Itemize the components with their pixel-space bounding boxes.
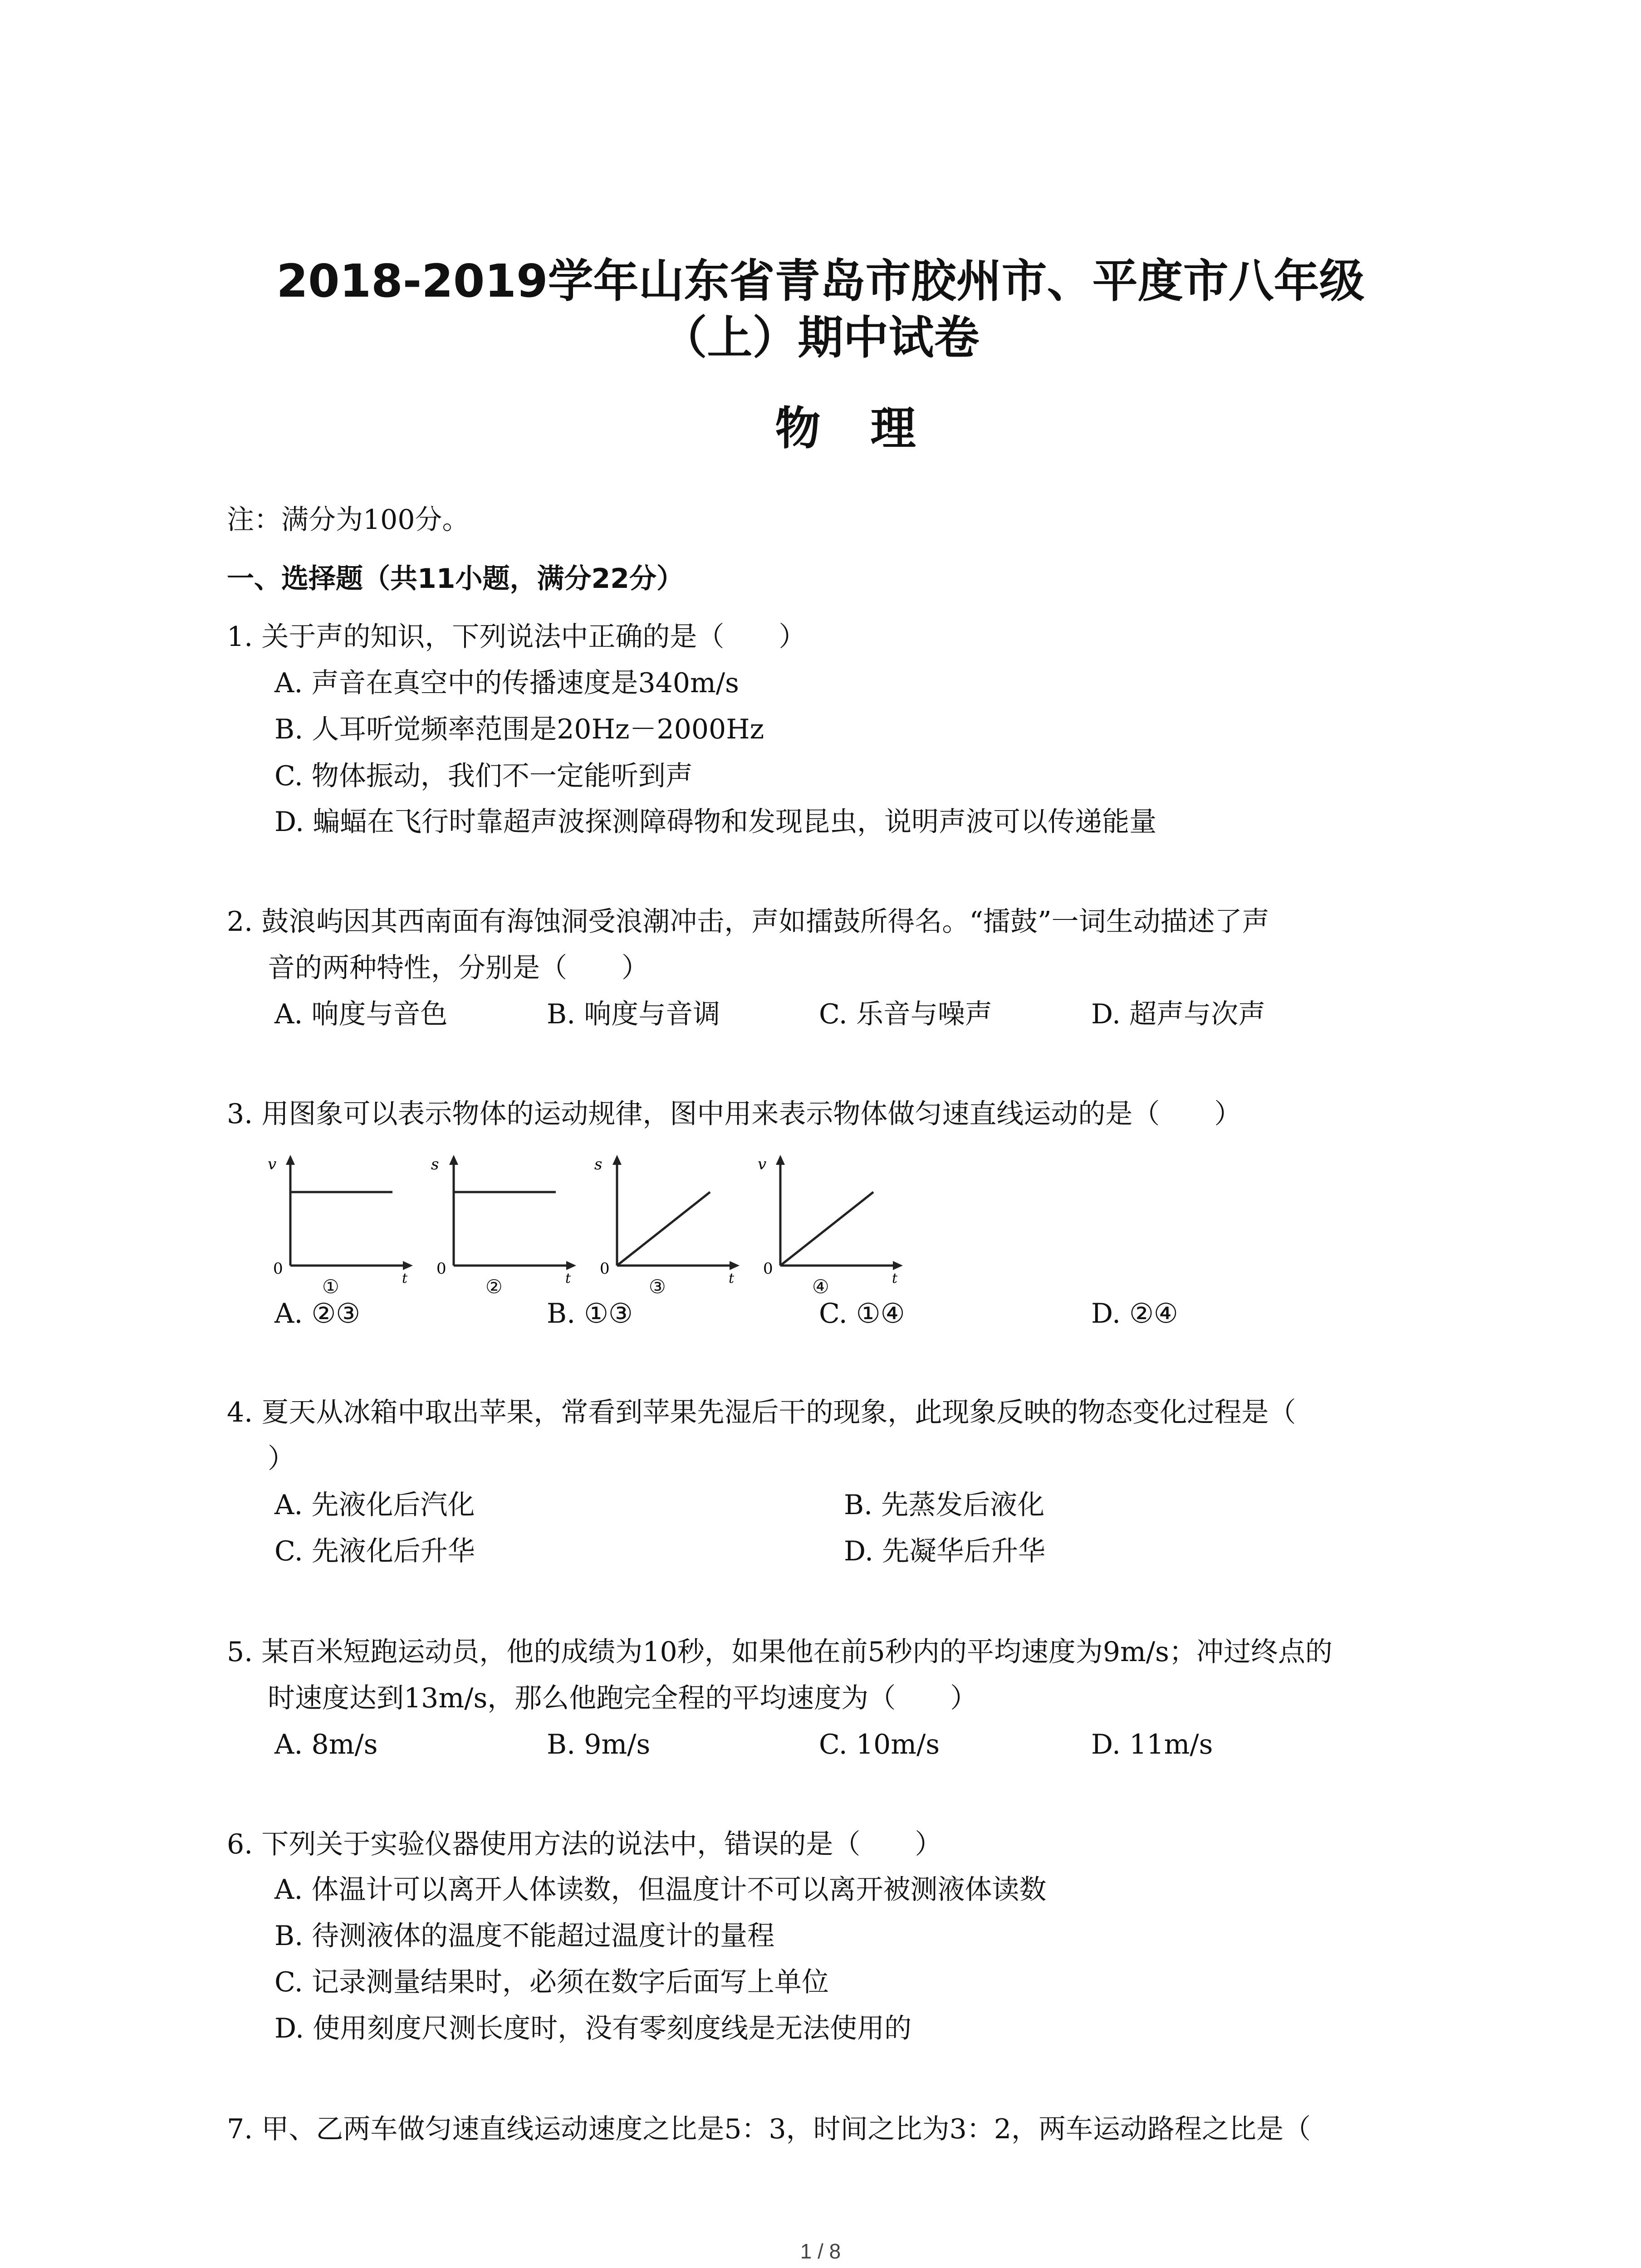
question-stem: 2. 鼓浪屿因其西南面有海蚀洞受浪潮冲击，声如擂鼓所得名。“擂鼓”一词生动描述了声: [227, 906, 1269, 938]
question-stem: 5. 某百米短跑运动员，他的成绩为10秒，如果他在前5秒内的平均速度为9m/s；冲过终点的: [227, 1636, 1332, 1668]
option-b: B. 人耳听觉频率范围是20Hz－2000Hz: [274, 714, 764, 745]
x-axis-label: t: [402, 1271, 408, 1284]
x-axis-label: t: [565, 1271, 571, 1284]
option-d: D. 超声与次声: [1091, 998, 1266, 1030]
title-line-2: （上）期中试卷: [661, 311, 980, 364]
title-line-1: 2018-2019学年山东省青岛市胶州市、平度市八年级: [276, 254, 1365, 308]
option-a: A. 8m/s: [274, 1729, 378, 1760]
option-c: C. ①④: [819, 1298, 905, 1330]
option-b: B. 9m/s: [547, 1729, 651, 1760]
graph-number: ②: [485, 1276, 503, 1298]
question-stem-continued: 音的两种特性，分别是（ ）: [268, 952, 649, 984]
origin-label: 0: [763, 1260, 773, 1278]
option-d: D. 先凝华后升华: [844, 1535, 1046, 1567]
option-a: A. 响度与音色: [274, 998, 448, 1030]
y-axis-label: s: [594, 1155, 603, 1173]
option-c: C. 乐音与噪声: [819, 998, 992, 1030]
origin-label: 0: [436, 1260, 446, 1278]
motion-graph-1: [254, 1148, 417, 1298]
graph-number: ④: [812, 1276, 829, 1298]
option-a: A. 体温计可以离开人体读数，但温度计不可以离开被测液体读数: [274, 1874, 1047, 1906]
question-stem: 7. 甲、乙两车做匀速直线运动速度之比是5：3，时间之比为3：2，两车运动路程之比是（: [227, 2113, 1311, 2145]
origin-label: 0: [273, 1260, 283, 1278]
subject-title: 物理: [775, 402, 966, 455]
option-b: B. 待测液体的温度不能超过温度计的量程: [274, 1920, 775, 1952]
score-note: 注：满分为100分。: [227, 504, 470, 536]
motion-graph-svg: [581, 1148, 744, 1284]
x-axis-label: t: [729, 1271, 735, 1284]
option-a: A. ②③: [274, 1298, 361, 1330]
origin-label: 0: [600, 1260, 610, 1278]
option-c: C. 10m/s: [819, 1729, 940, 1760]
section-heading: 一、选择题（共11小题，满分22分）: [227, 563, 684, 595]
option-d: D. 使用刻度尺测长度时，没有零刻度线是无法使用的: [274, 2013, 912, 2044]
page-number: 1 / 8: [800, 2239, 841, 2263]
option-c: C. 物体振动，我们不一定能听到声: [274, 760, 693, 792]
motion-graph-svg: [417, 1148, 581, 1284]
graph-number: ①: [322, 1276, 339, 1298]
option-c: C. 记录测量结果时，必须在数字后面写上单位: [274, 1966, 829, 1998]
motion-graph-4: [744, 1148, 907, 1298]
option-a: A. 先液化后汽化: [274, 1489, 475, 1521]
option-b: B. ①③: [547, 1298, 633, 1330]
option-d: D. 11m/s: [1091, 1729, 1213, 1760]
y-axis-label: v: [758, 1155, 767, 1173]
question-stem-continued: 时速度达到13m/s，那么他跑完全程的平均速度为（ ）: [268, 1682, 978, 1714]
option-a: A. 声音在真空中的传播速度是340m/s: [274, 667, 739, 699]
x-axis-label: t: [892, 1271, 898, 1284]
y-axis-label: v: [268, 1155, 277, 1173]
motion-graph-svg: [254, 1148, 417, 1284]
option-b: B. 响度与音调: [547, 998, 720, 1030]
option-d: D. ②④: [1091, 1298, 1178, 1330]
question-stem: 4. 夏天从冰箱中取出苹果，常看到苹果先湿后干的现象，此现象反映的物态变化过程是（: [227, 1397, 1296, 1428]
motion-graph-svg: [744, 1148, 907, 1284]
option-b: B. 先蒸发后液化: [844, 1489, 1045, 1521]
option-d: D. 蝙蝠在飞行时靠超声波探测障碍物和发现昆虫，说明声波可以传递能量: [274, 806, 1157, 838]
question-stem: 1. 关于声的知识，下列说法中正确的是（ ）: [227, 621, 806, 653]
option-c: C. 先液化后升华: [274, 1535, 475, 1567]
graph-number: ③: [649, 1276, 666, 1298]
motion-graph-2: [417, 1148, 581, 1298]
question-stem-continued: ）: [268, 1443, 295, 1475]
y-axis-label: s: [431, 1155, 439, 1173]
motion-graph-3: [581, 1148, 744, 1298]
question-stem: 3. 用图象可以表示物体的运动规律，图中用来表示物体做匀速直线运动的是（ ）: [227, 1098, 1242, 1130]
question-stem: 6. 下列关于实验仪器使用方法的说法中，错误的是（ ）: [227, 1828, 942, 1860]
